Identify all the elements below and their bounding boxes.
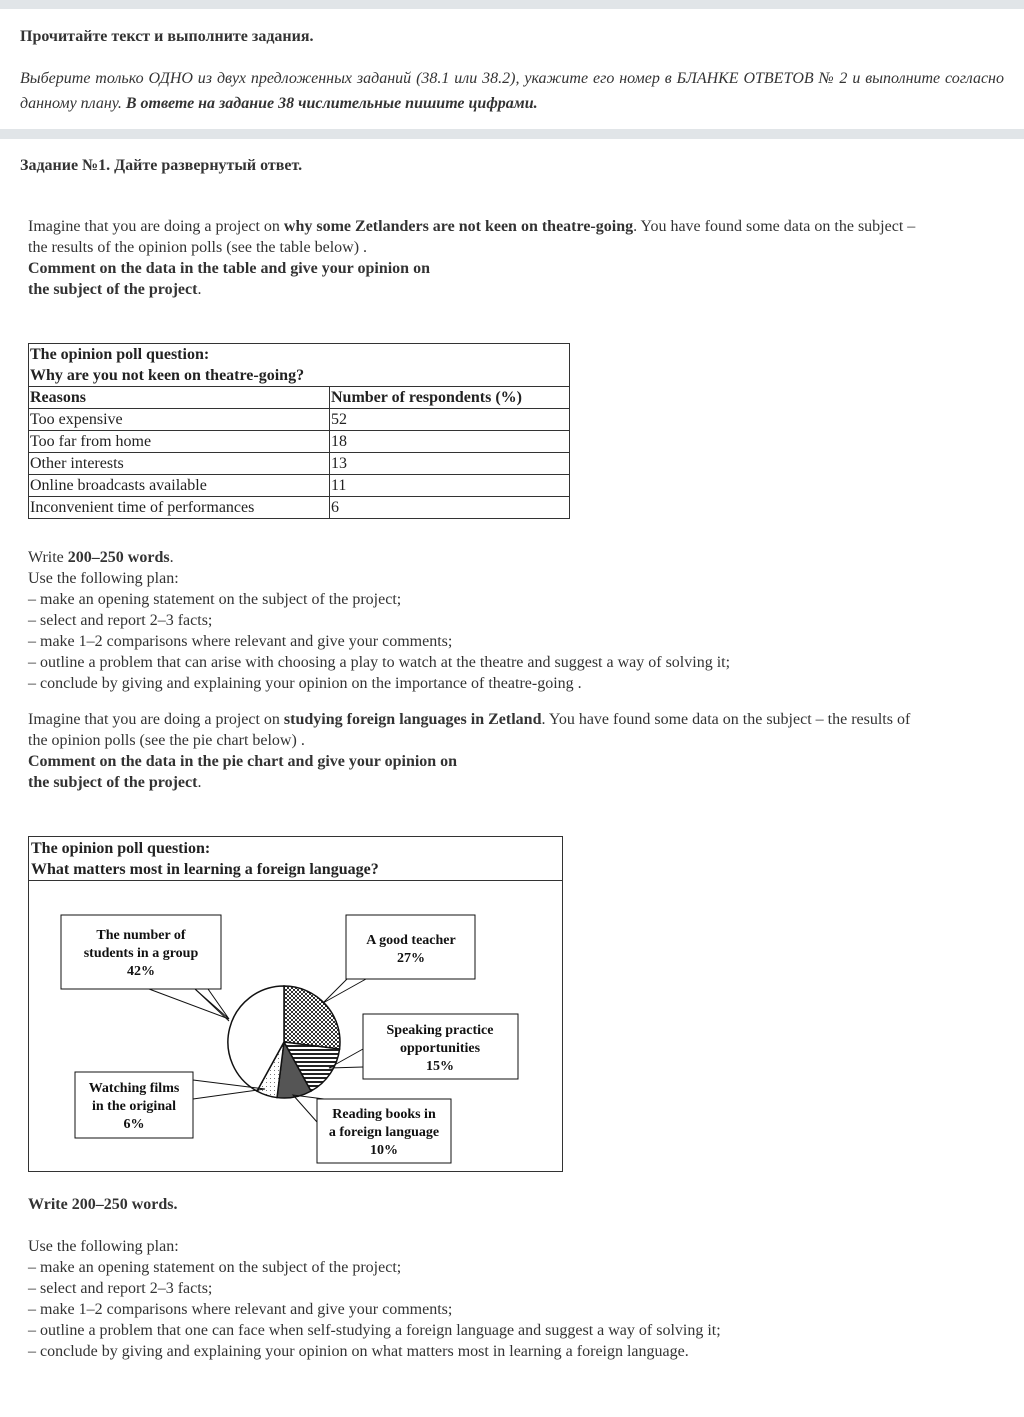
task1-intro <box>28 216 1018 300</box>
table-row <box>29 475 570 497</box>
reason-cell: Too far from home <box>29 431 330 453</box>
column-header-reasons: Reasons <box>29 387 330 409</box>
write-prefix: Write <box>28 549 68 566</box>
pie-chart <box>29 837 564 1173</box>
table-row <box>29 497 570 519</box>
task2-comment-end: . <box>197 774 202 791</box>
task-heading: Задание №1. Дайте развернутый ответ. <box>20 157 303 174</box>
chart-question-label: The opinion poll question: <box>31 840 211 857</box>
plan-item: – outline a problem that one can face when self-studying a foreign language and suggest a way of solving it; <box>28 1322 721 1339</box>
plan-item: – conclude by giving and explaining your opinion on what matters most in learning a foreign language. <box>28 1343 689 1360</box>
value-cell: 18 <box>330 431 570 453</box>
plan-label: Use the following plan: <box>28 570 179 587</box>
svg-text:a foreign language: a foreign language <box>328 1125 440 1140</box>
table-header-row <box>29 387 570 409</box>
svg-text:Watching films: Watching films <box>88 1081 180 1096</box>
top-band <box>0 0 1024 9</box>
reason-cell: Online broadcasts available <box>29 475 330 497</box>
svg-text:Reading books in: Reading books in <box>332 1107 436 1122</box>
task1-intro-line2: the results of the opinion polls (see the table below) . <box>28 239 368 256</box>
task2-intro-prefix: Imagine that you are doing a project on <box>28 711 284 728</box>
task2-topic: studying foreign languages in Zetland <box>283 711 542 728</box>
page-title: Прочитайте текст и выполните задания. <box>20 28 314 45</box>
task1-comment-line2: the subject of the project <box>28 281 198 298</box>
plan-item: – make 1–2 comparisons where relevant and give your comments; <box>28 1301 453 1318</box>
column-header-respondents: Number of respondents (%) <box>330 387 570 409</box>
reason-cell: Inconvenient time of performances <box>29 497 330 519</box>
task1-intro-suffix: . You have found some data on the subject – <box>633 218 916 235</box>
value-cell: 13 <box>330 453 570 475</box>
chart-question-text: What matters most in learning a foreign language? <box>31 861 379 878</box>
plan-item: – conclude by giving and explaining your opinion on the importance of theatre-going . <box>28 675 582 692</box>
opinion-poll-table <box>28 343 570 519</box>
task1-word-count <box>28 547 730 568</box>
svg-text:The number of: The number of <box>96 928 186 943</box>
write-count: 200–250 words <box>67 549 170 566</box>
task2-intro <box>28 709 1018 793</box>
svg-text:Speaking practice: Speaking practice <box>386 1023 494 1038</box>
task1-intro-prefix: Imagine that you are doing a project on <box>28 218 284 235</box>
plan-item: – make an opening statement on the subject of the project; <box>28 591 402 608</box>
plan-item: – make an opening statement on the subject of the project; <box>28 1259 402 1276</box>
task2-word-count: Write 200–250 words. <box>28 1196 178 1213</box>
task1-comment-line1: Comment on the data in the table and give your opinion on <box>28 260 430 277</box>
task1-plan <box>28 547 730 694</box>
instructions-italic: Выберите только ОДНО из двух предложенных заданий (38.1 или 38.2), укажите его номер в БЛАНКЕ ОТВЕТОВ № 2 и выполните согласно данному плану. <box>20 70 1004 112</box>
table-question-cell <box>29 344 570 387</box>
reason-cell: Other interests <box>29 453 330 475</box>
task1-topic: why some Zetlanders are not keen on theatre-going <box>283 218 634 235</box>
svg-text:27%: 27% <box>397 951 425 966</box>
table-row <box>29 453 570 475</box>
svg-text:A good teacher: A good teacher <box>366 933 456 948</box>
write-suffix: . <box>169 549 174 566</box>
spacer <box>28 1215 721 1236</box>
separator-band <box>0 129 1024 139</box>
svg-text:42%: 42% <box>127 964 155 979</box>
task2-intro-line2: the opinion polls (see the pie chart below) . <box>28 732 305 749</box>
plan-item: – select and report 2–3 facts; <box>28 1280 213 1297</box>
svg-text:opportunities: opportunities <box>399 1041 481 1056</box>
value-cell: 52 <box>330 409 570 431</box>
task2-comment-line2: the subject of the project <box>28 774 198 791</box>
svg-text:6%: 6% <box>123 1117 145 1132</box>
plan-item: – make 1–2 comparisons where relevant and give your comments; <box>28 633 453 650</box>
svg-text:students in a group: students in a group <box>83 946 199 961</box>
pie-chart-box <box>28 836 563 1172</box>
reason-cell: Too expensive <box>29 409 330 431</box>
value-cell: 6 <box>330 497 570 519</box>
table-row <box>29 409 570 431</box>
table-question: Why are you not keen on theatre-going? <box>30 367 305 384</box>
instructions-bold: В ответе на задание 38 числительные пишите цифрами. <box>125 95 538 112</box>
value-cell: 11 <box>330 475 570 497</box>
svg-text:10%: 10% <box>370 1143 398 1158</box>
plan-item: – outline a problem that can arise with choosing a play to watch at the theatre and suggest a way of solving it; <box>28 654 731 671</box>
task2-intro-suffix: . You have found some data on the subject – the results of <box>541 711 911 728</box>
slice-good-teacher <box>284 986 340 1049</box>
table-row <box>29 431 570 453</box>
plan-label: Use the following plan: <box>28 1238 179 1255</box>
plan-item: – select and report 2–3 facts; <box>28 612 213 629</box>
task2-comment-line1: Comment on the data in the pie chart and give your opinion on <box>28 753 458 770</box>
svg-text:15%: 15% <box>426 1059 454 1074</box>
svg-text:in the original: in the original <box>91 1099 177 1114</box>
task2-plan <box>28 1194 721 1362</box>
instructions <box>20 66 1004 116</box>
table-question-label: The opinion poll question: <box>30 346 210 363</box>
task1-comment-end: . <box>197 281 202 298</box>
